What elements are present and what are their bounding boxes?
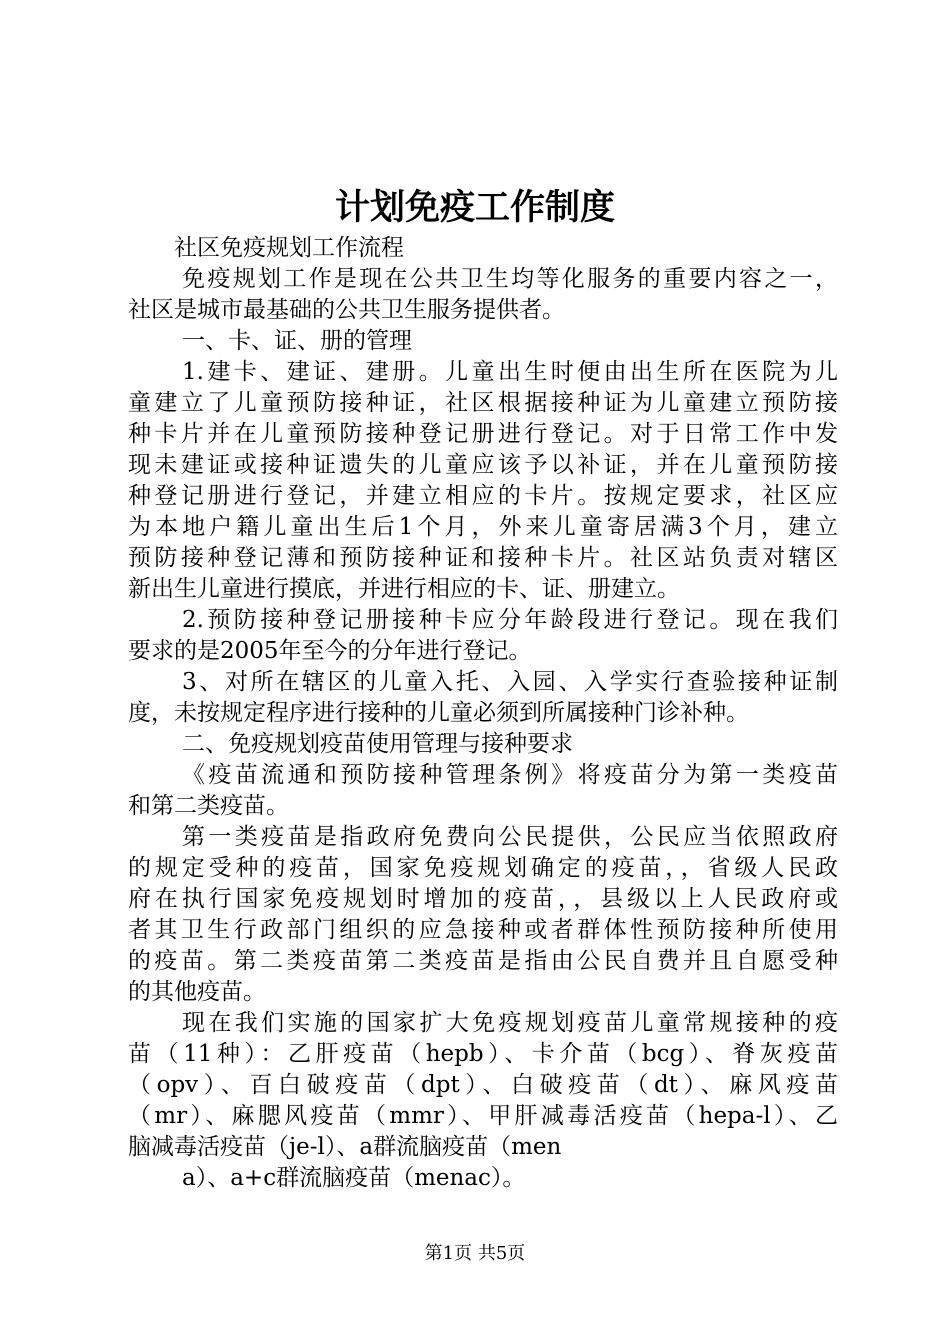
text-line: 社区是城市最基础的公共卫生服务提供者。	[128, 297, 565, 323]
text-line: 新出生儿童进行摸底，并进行相应的卡、证、册建立。	[128, 576, 680, 602]
text-line: 脑减毒活疫苗（je-l）、a群流脑疫苗（men	[128, 1134, 562, 1160]
text-line: 种卡片并在儿童预防接种登记册进行登记。对于日常工作中发	[128, 421, 838, 447]
text-line: 度，未按规定程序进行接种的儿童必须到所属接种门诊补种。	[128, 700, 749, 726]
text-line: （mr）、麻腮风疫苗（mmr）、甲肝减毒活疫苗（hepa-l）、乙	[128, 1103, 838, 1129]
text-line: 预防接种登记薄和预防接种证和接种卡片。社区站负责对辖区	[128, 545, 838, 571]
section-heading: 一、卡、证、册的管理	[182, 328, 412, 354]
document-title: 计划免疫工作制度	[334, 188, 615, 228]
text-line: 《疫苗流通和预防接种管理条例》将疫苗分为第一类疫苗	[182, 762, 838, 788]
text-line: 1.建卡、建证、建册。儿童出生时便由出生所在医院为儿	[182, 359, 838, 385]
text-line: 免疫规划工作是现在公共卫生均等化服务的重要内容之一，	[182, 266, 838, 292]
text-line: 现在我们实施的国家扩大免疫规划疫苗儿童常规接种的疫	[182, 1010, 838, 1036]
text-line: 要求的是2005年至今的分年进行登记。	[128, 638, 532, 664]
text-line: 童建立了儿童预防接种证，社区根据接种证为儿童建立预防接	[128, 390, 838, 416]
text-line: 的规定受种的疫苗，国家免疫规划确定的疫苗，，省级人民政	[128, 855, 838, 881]
text-line: 的其他疫苗。	[128, 979, 266, 1005]
text-line: 2.预防接种登记册接种卡应分年龄段进行登记。现在我们	[182, 607, 838, 633]
text-line: （opv）、百白破疫苗（dpt）、白破疫苗（dt）、麻风疫苗	[128, 1072, 838, 1098]
document-body	[128, 233, 838, 1194]
text-line: a）、a+c群流脑疫苗（menac）。	[182, 1165, 526, 1191]
text-line: 第一类疫苗是指政府免费向公民提供，公民应当依照政府	[182, 824, 838, 850]
text-line: 府在执行国家免疫规划时增加的疫苗，，县级以上人民政府或	[128, 886, 838, 912]
text-line: 3、对所在辖区的儿童入托、入园、入学实行查验接种证制	[182, 669, 838, 695]
text-line: 为本地户籍儿童出生后1个月，外来儿童寄居满3个月，建立	[128, 514, 838, 540]
text-line: 社区免疫规划工作流程	[174, 235, 404, 261]
section-heading: 二、免疫规划疫苗使用管理与接种要求	[182, 731, 573, 757]
page-footer: 第1页 共5页	[424, 1243, 526, 1264]
text-line: 的疫苗。第二类疫苗第二类疫苗是指由公民自费并且自愿受种	[128, 948, 838, 974]
text-line: 现未建证或接种证遗失的儿童应该予以补证，并在儿童预防接	[128, 452, 838, 478]
text-line: 苗（11种）：乙肝疫苗（hepb）、卡介苗（bcg）、脊灰疫苗	[128, 1041, 838, 1067]
text-line: 和第二类疫苗。	[128, 793, 289, 819]
text-line: 者其卫生行政部门组织的应急接种或者群体性预防接种所使用	[128, 917, 838, 943]
text-line: 种登记册进行登记，并建立相应的卡片。按规定要求，社区应	[128, 483, 838, 509]
